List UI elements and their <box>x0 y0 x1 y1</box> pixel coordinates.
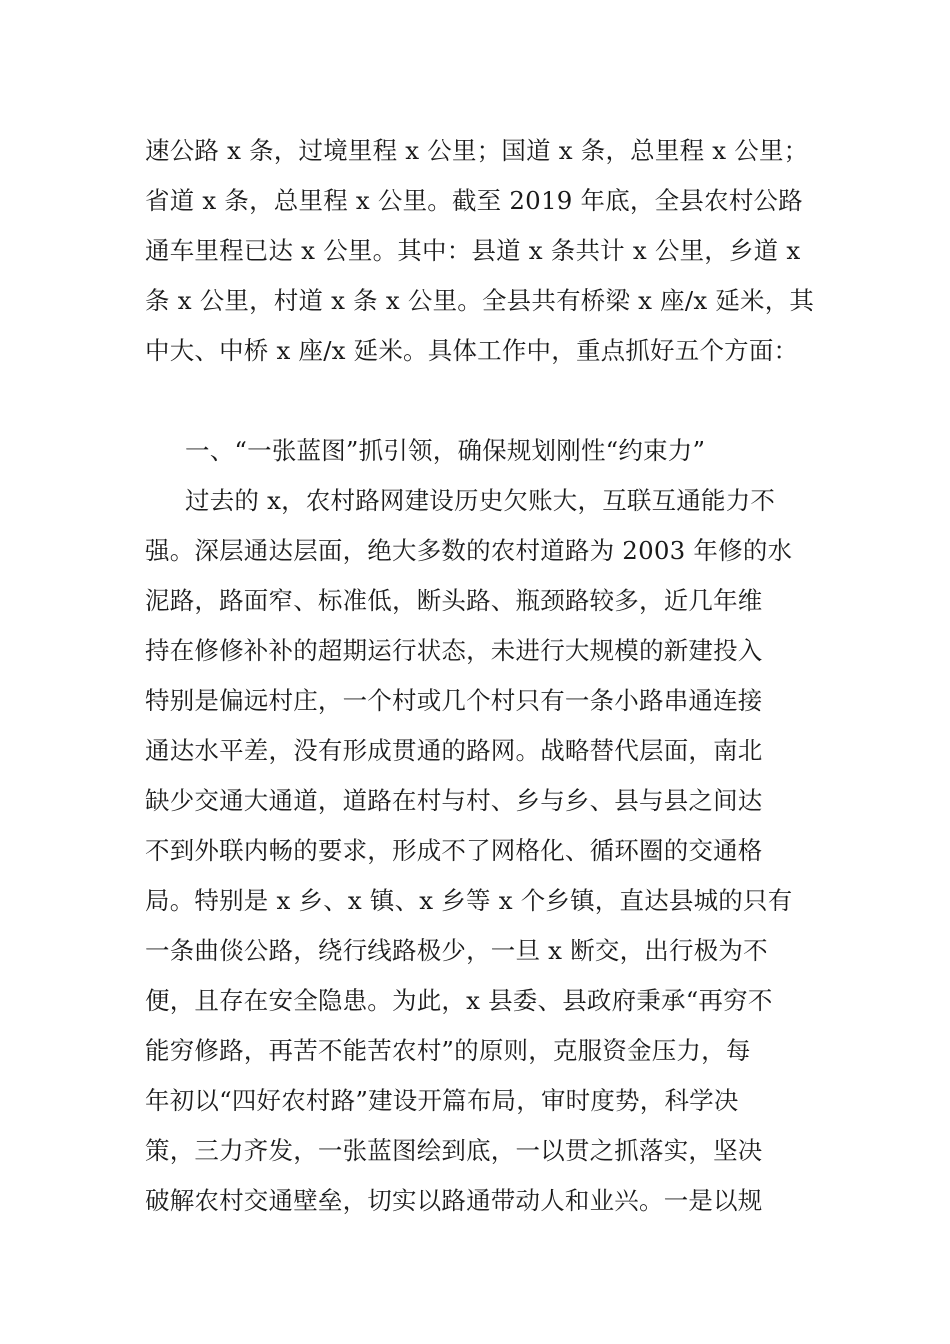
paragraph-2-line: 一条曲倓公路，绕行线路极少，一旦 x 断交，出行极为不 <box>145 936 768 965</box>
section-heading: 一、“一张蓝图”抓引领，确保规划刚性“约束力” <box>185 436 706 465</box>
paragraph-1-line: 中大、中桥 x 座/x 延米。具体工作中，重点抓好五个方面： <box>145 336 799 365</box>
paragraph-2-line: 便，且存在安全隐患。为此，x 县委、县政府秉承“再穷不 <box>145 986 773 1015</box>
paragraph-2-line: 不到外联内畅的要求，形成不了网格化、循环圈的交通格 <box>145 836 763 865</box>
paragraph-2-line: 过去的 x，农村路网建设历史欠账大，互联互通能力不 <box>185 486 776 515</box>
paragraph-2-line: 破解农村交通壁垒，切实以路通带动人和业兴。一是以规 <box>145 1186 763 1215</box>
paragraph-2-line: 通达水平差，没有形成贯通的路网。战略替代层面，南北 <box>145 736 763 765</box>
paragraph-2-line: 泥路，路面窄、标准低，断头路、瓶颈路较多，近几年维 <box>145 586 763 615</box>
paragraph-2-line: 缺少交通大通道，道路在村与村、乡与乡、县与县之间达 <box>145 786 763 815</box>
paragraph-2-line: 策，三力齐发，一张蓝图绘到底，一以贯之抓落实，坚决 <box>145 1136 763 1165</box>
paragraph-2-line: 能穷修路，再苦不能苦农村”的原则，克服资金压力，每 <box>145 1036 751 1065</box>
paragraph-1-line: 省道 x 条，总里程 x 公里。截至 2019 年底，全县农村公路 <box>145 186 803 215</box>
paragraph-1-line: 速公路 x 条，过境里程 x 公里；国道 x 条，总里程 x 公里； <box>145 136 809 165</box>
paragraph-2-line: 年初以“四好农村路”建设开篇布局，审时度势，科学决 <box>145 1086 739 1115</box>
paragraph-1-line: 条 x 公里，村道 x 条 x 公里。全县共有桥梁 x 座/x 延米，其 <box>145 286 815 315</box>
paragraph-2-line: 局。特别是 x 乡、x 镇、x 乡等 x 个乡镇，直达县城的只有 <box>145 886 793 915</box>
paragraph-2-line: 强。深层通达层面，绝大多数的农村道路为 2003 年修的水 <box>145 536 793 565</box>
paragraph-2-line: 特别是偏远村庄，一个村或几个村只有一条小路串通连接 <box>145 686 763 715</box>
paragraph-2-line: 持在修修补补的超期运行状态，未进行大规模的新建投入 <box>145 636 763 665</box>
paragraph-1-line: 通车里程已达 x 公里。其中：县道 x 条共计 x 公里，乡道 x <box>145 236 801 265</box>
